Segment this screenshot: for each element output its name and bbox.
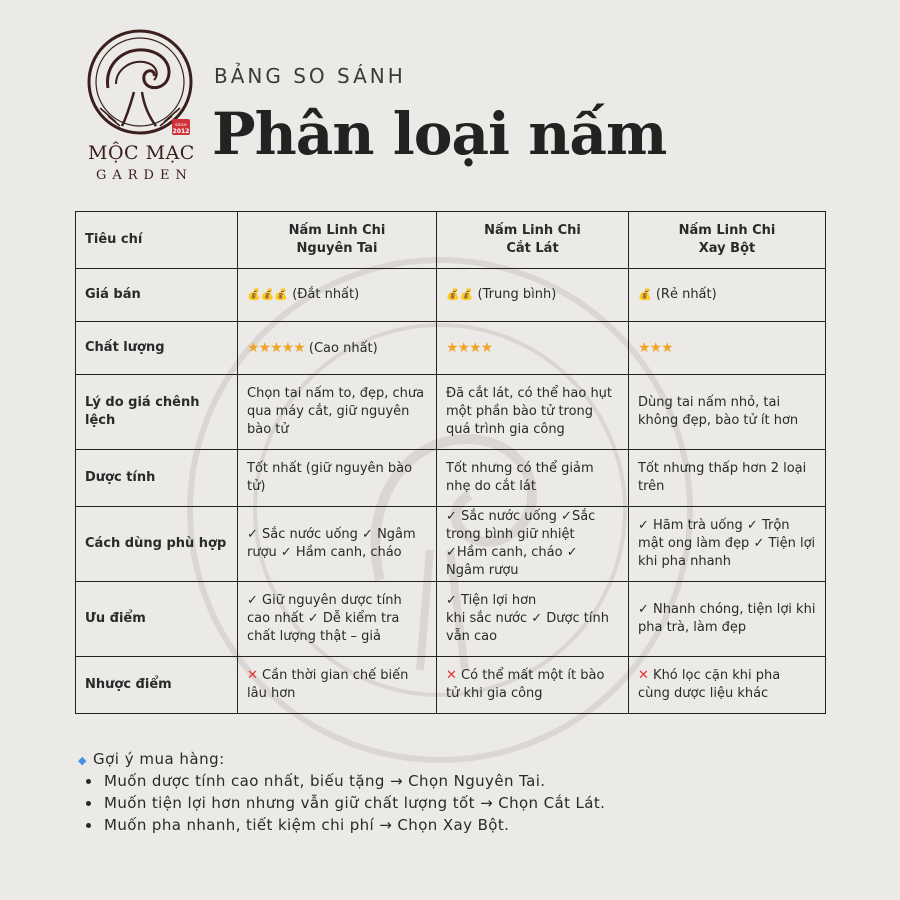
cell: ✓ Giữ nguyên dược tính cao nhất ✓ Dễ kiểm tra chất lượng thật – giả bbox=[238, 582, 437, 657]
row-label: Ưu điểm bbox=[76, 582, 238, 657]
column-header-nguyen-tai: Nấm Linh Chi Nguyên Tai bbox=[238, 212, 437, 269]
brand-since: since bbox=[175, 123, 187, 128]
star-icon: ★★★★ bbox=[446, 339, 493, 356]
cell: Tốt nhưng có thể giảm nhẹ do cắt lát bbox=[437, 450, 629, 507]
cell: Tốt nhưng thấp hơn 2 loại trên bbox=[629, 450, 826, 507]
cell bbox=[437, 657, 629, 714]
list-item: • Muốn tiện lợi hơn nhưng vẫn giữ chất lượng tốt → Chọn Cắt Lát. bbox=[102, 792, 605, 814]
cell bbox=[238, 657, 437, 714]
page-subtitle: BẢNG SO SÁNH bbox=[214, 64, 406, 88]
table-row-quality bbox=[76, 322, 826, 375]
row-label: Giá bán bbox=[76, 269, 238, 322]
quality-cell bbox=[629, 322, 826, 375]
row-label: Lý do giá chênh lệch bbox=[76, 375, 238, 450]
brand-sub: GARDEN bbox=[96, 168, 193, 183]
column-header-xay-bot: Nấm Linh Chi Xay Bột bbox=[629, 212, 826, 269]
cell: ✓ Hãm trà uống ✓ Trộn mật ong làm đẹp ✓ Tiện lợi khi pha nhanh bbox=[629, 507, 826, 582]
tips-heading-text: Gợi ý mua hàng: bbox=[92, 750, 225, 768]
brand-name: MỘC MẠC bbox=[88, 142, 195, 164]
cell bbox=[629, 657, 826, 714]
cell-text: Có thể mất một ít bào tử khi gia công bbox=[446, 668, 605, 701]
row-label: Dược tính bbox=[76, 450, 238, 507]
row-label: Cách dùng phù hợp bbox=[76, 507, 238, 582]
cell: ✓ Tiện lợi hơn khi sắc nước ✓ Dược tính vẫn cao bbox=[437, 582, 629, 657]
cell: Dùng tai nấm nhỏ, tai không đẹp, bào tử ít hơn bbox=[629, 375, 826, 450]
page-title: Phân loại nấm bbox=[212, 100, 667, 168]
coin-icon: 💰 bbox=[638, 288, 652, 301]
table-row-reason bbox=[76, 375, 826, 450]
cross-icon: ✕ bbox=[446, 668, 457, 683]
cross-icon: ✕ bbox=[638, 668, 649, 683]
cell-text: (Đắt nhất) bbox=[292, 287, 360, 302]
star-icon: ★★★ bbox=[638, 339, 673, 356]
cell: ✓ Sắc nước uống ✓Sắc trong bình giữ nhiệt ✓Hầm canh, cháo ✓ Ngâm rượu bbox=[437, 507, 629, 582]
list-item: • Muốn pha nhanh, tiết kiệm chi phí → Chọn Xay Bột. bbox=[102, 814, 605, 836]
tips-heading bbox=[78, 750, 225, 768]
cell-text: Cần thời gian chế biến lâu hơn bbox=[247, 668, 409, 701]
brand-logo bbox=[86, 26, 198, 184]
list-item: • Muốn dược tính cao nhất, biếu tặng → Chọn Nguyên Tai. bbox=[102, 770, 605, 792]
table-row-price bbox=[76, 269, 826, 322]
cell-text: (Cao nhất) bbox=[308, 340, 378, 356]
cross-icon: ✕ bbox=[247, 668, 258, 683]
price-cell bbox=[238, 269, 437, 322]
star-icon: ★★★★★ bbox=[247, 339, 305, 356]
cell-text: (Trung bình) bbox=[477, 287, 557, 302]
cell: Tốt nhất (giữ nguyên bào tử) bbox=[238, 450, 437, 507]
cell: Chọn tai nấm to, đẹp, chưa qua máy cắt, giữ nguyên bào tử bbox=[238, 375, 437, 450]
tips-list bbox=[80, 770, 605, 836]
cell: ✓ Sắc nước uống ✓ Ngâm rượu ✓ Hầm canh, cháo bbox=[238, 507, 437, 582]
quality-cell bbox=[437, 322, 629, 375]
row-label: Chất lượng bbox=[76, 322, 238, 375]
coin-icon: 💰💰💰 bbox=[247, 288, 289, 301]
diamond-icon: ◆ bbox=[78, 754, 87, 767]
price-cell bbox=[629, 269, 826, 322]
brand-year: 2012 bbox=[172, 128, 190, 135]
coin-icon: 💰💰 bbox=[446, 288, 474, 301]
quality-cell bbox=[238, 322, 437, 375]
cell-text: (Rẻ nhất) bbox=[655, 287, 717, 302]
table-row-potency bbox=[76, 450, 826, 507]
row-label: Nhược điểm bbox=[76, 657, 238, 714]
cell: Đã cắt lát, có thể hao hụt một phần bào tử trong quá trình gia công bbox=[437, 375, 629, 450]
column-header-criteria: Tiêu chí bbox=[76, 212, 238, 269]
price-cell bbox=[437, 269, 629, 322]
table-header-row bbox=[76, 212, 826, 269]
cell: ✓ Nhanh chóng, tiện lợi khi pha trà, làm đẹp bbox=[629, 582, 826, 657]
table-row-usage bbox=[76, 507, 826, 582]
table-row-cons bbox=[76, 657, 826, 714]
table-row-pros bbox=[76, 582, 826, 657]
comparison-table bbox=[75, 211, 826, 714]
cell-text: Khó lọc cặn khi pha cùng dược liệu khác bbox=[638, 668, 781, 701]
column-header-cat-lat: Nấm Linh Chi Cắt Lát bbox=[437, 212, 629, 269]
